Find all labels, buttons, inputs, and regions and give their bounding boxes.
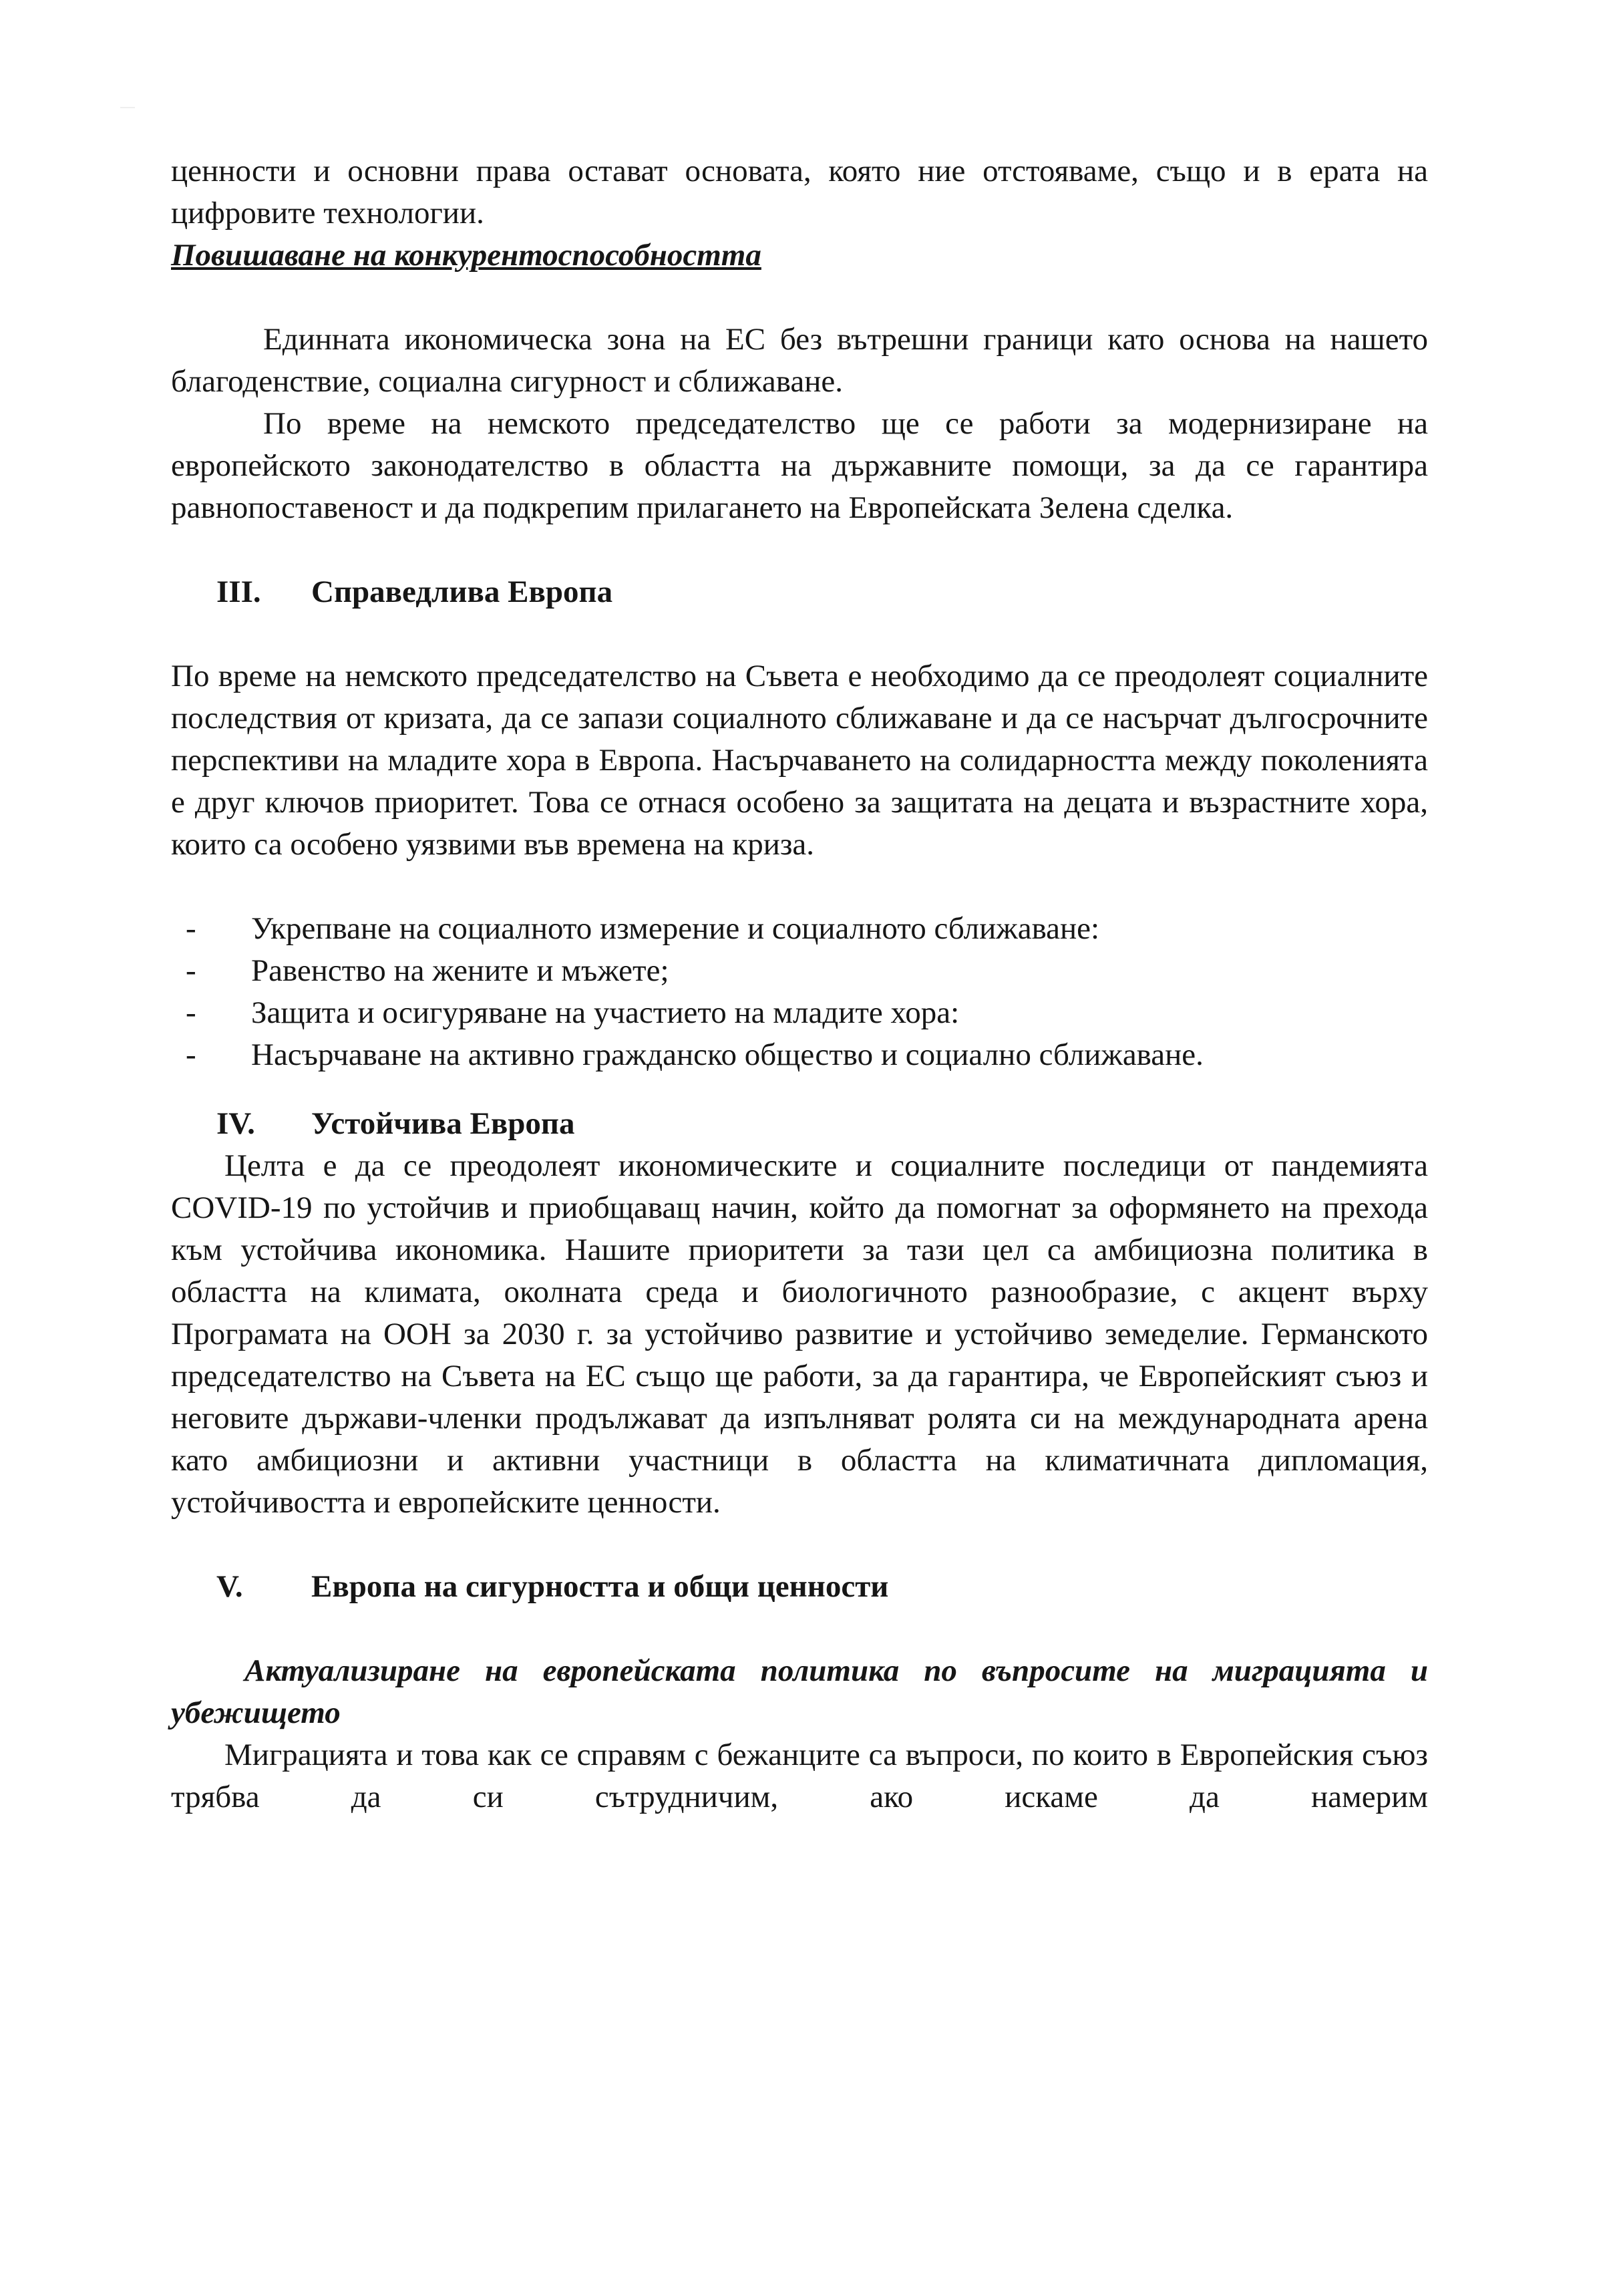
bullet-dash: - <box>186 953 196 988</box>
bullet-dash: - <box>186 995 196 1030</box>
bullet-dash: - <box>186 911 196 946</box>
section-heading-5 <box>171 1566 1428 1608</box>
paragraph-migration: Миграцията и това как се справям с бежанците са въпроси, по които в Европейския съюз трябва да си сътрудничим, ако искаме да намерим <box>171 1738 1428 1814</box>
section-number: IV. <box>216 1106 255 1141</box>
bullet-dash: - <box>186 1037 196 1072</box>
list-item <box>171 950 1428 992</box>
list-item <box>171 992 1428 1034</box>
section-title: Справедлива Европа <box>311 575 613 609</box>
section-heading-3 <box>171 571 1428 613</box>
section-title: Устойчива Европа <box>311 1106 575 1141</box>
section-heading-4 <box>171 1103 1428 1145</box>
paragraph-state-aid: По време на немското председателство ще се работи за модернизиране на европейското законодателство в областта на държавните помощи, за да се гарантира равнопоставеност и да подкрепим прилагането на Европейската Зелена сделка. <box>171 406 1428 525</box>
list-item-text: Насърчаване на активно гражданско общество и социално сближаване. <box>251 1037 1204 1072</box>
paragraph-fair-europe: По време на немското председателство на Съвета е необходимо да се преодолеят социалните последствия от кризата, да се запази социалното сближаване и да се насърчат дългосрочните перспективи на младите хора в Европа. Насърчаването на солидарността между поколенията е друг ключов приоритет. Това се отнася особено за защитата на децата и възрастните хора, които са особено уязвими във времена на криза. <box>171 659 1428 862</box>
bullet-list <box>171 908 1428 1076</box>
paragraph-single-market: Единната икономическа зона на ЕС без вътрешни граници като основа на нашето благоденствие, социална сигурност и сближаване. <box>171 322 1428 399</box>
scan-mark <box>120 107 135 112</box>
document-page <box>171 150 1428 1818</box>
paragraph-values: ценности и основни права остават основата, която ние отстояваме, също и в ерата на цифровите технологии. <box>171 154 1428 230</box>
list-item-text: Защита и осигуряване на участието на младите хора: <box>251 995 960 1030</box>
list-item-text: Равенство на жените и мъжете; <box>251 953 669 988</box>
list-item <box>171 1034 1428 1076</box>
section-number: V. <box>216 1569 243 1604</box>
list-item <box>171 908 1428 950</box>
subheading-migration: Актуализиране на европейската политика по въпросите на миграцията и убежището <box>171 1653 1428 1730</box>
heading-competitiveness: Повишаване на конкурентоспособността <box>171 238 761 273</box>
section-number: III. <box>216 575 261 609</box>
section-title: Европа на сигурността и общи ценности <box>311 1569 889 1604</box>
list-item-text: Укрепване на социалното измерение и социалното сближаване: <box>251 911 1100 946</box>
paragraph-sustainable-europe: Целта е да се преодолеят икономическите и социалните последици от пандемията COVID-19 по устойчив и приобщаващ начин, който да помогнат за оформянето на прехода към устойчива икономика. Нашите приоритети за тази цел са амбициозна политика в областта на климата, околната среда и биологичното разнообразие, с акцент върху Програмата на ООН за 2030 г. за устойчиво развитие и устойчиво земеделие. Германското председателство на Съвета на ЕС също ще работи, за да гарантира, че Европейският съюз и неговите държави-членки продължават да изпълняват ролята си на международната арена като амбициозни и активни участници в областта на климатичната дипломация, устойчивостта и европейските ценности. <box>171 1148 1428 1520</box>
